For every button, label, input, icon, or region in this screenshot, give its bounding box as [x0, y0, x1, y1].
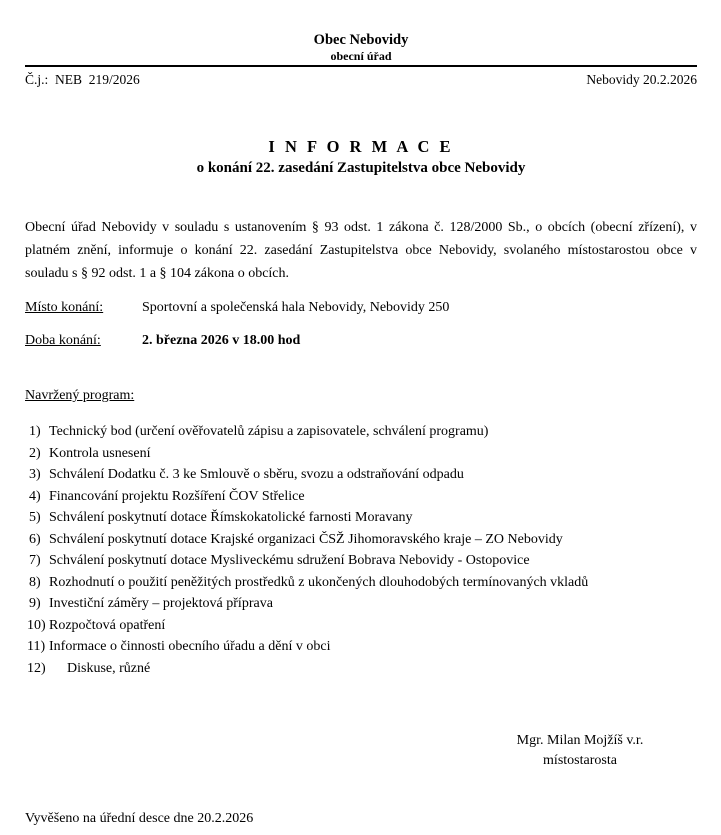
program-item-text: Schválení poskytnutí dotace Římskokatolické farnosti Moravany — [49, 510, 413, 525]
document-header — [25, 0, 697, 67]
program-item-number: 10) — [27, 617, 46, 633]
program-item — [25, 615, 697, 637]
program-item-text: Rozhodnutí o použití peněžitých prostředků z ukončených dlouhodobých termínovaných vkladů — [49, 574, 589, 590]
doc-title: I N F O R M A C E — [268, 137, 454, 156]
org-name: Obec Nebovidy — [313, 32, 409, 48]
program-item — [25, 529, 697, 551]
program-item-number: 7) — [29, 553, 41, 568]
time-label: Doba konání: — [25, 333, 101, 348]
program-item-number: 6) — [29, 531, 41, 547]
venue-label: Místo konání: — [25, 300, 104, 315]
program-item-number: 1) — [29, 424, 41, 439]
program-item-number: 8) — [29, 574, 41, 590]
intro-paragraph: Obecní úřad Nebovidy v souladu s ustanovením § 93 odst. 1 zákona č. 128/2000 Sb., o obcích (obecní zřízení), v platném znění, informuje o konání 22. zasedání Zastupitelstva obce Nebovidy, svolaného místostarostou obce v souladu s § 92 odst. 1 a § 104 zákona o obcích. — [25, 220, 697, 281]
doc-subtitle: o konání 22. zasedání Zastupitelstva obce Nebovidy — [196, 160, 526, 176]
venue-value: Sportovní a společenská hala Nebovidy, Nebovidy 250 — [142, 300, 450, 315]
program-item — [25, 572, 697, 594]
signature-role: místostarosta — [543, 753, 617, 768]
time-value: 2. března 2026 v 18.00 hod — [142, 333, 301, 348]
program-item-number: 11) — [27, 639, 46, 654]
reference-row — [25, 71, 697, 88]
program-item-text: Technický bod (určení ověřovatelů zápisu a zapisovatele, schválení programu) — [49, 424, 489, 439]
program-item-number: 2) — [29, 445, 41, 461]
ref-number: Č.j.: NEB 219/2026 — [25, 72, 140, 87]
program-item — [25, 550, 697, 572]
program-list — [25, 421, 697, 679]
time-row — [25, 331, 697, 351]
program-item-text: Schválení poskytnutí dotace Mysliveckému sdružení Bobrava Nebovidy - Ostopovice — [49, 553, 530, 568]
program-item — [25, 443, 697, 465]
program-item — [25, 658, 697, 680]
program-item-number: 12) — [27, 660, 46, 676]
program-heading: Navržený program: — [25, 388, 135, 403]
program-item-text: Investiční záměry – projektová příprava — [49, 596, 273, 611]
signature-block — [480, 731, 680, 771]
program-item-text: Schválení Dodatku č. 3 ke Smlouvě o sběru, svozu a odstraňování odpadu — [49, 467, 464, 482]
program-item — [25, 486, 697, 508]
program-item-text: Diskuse, různé — [67, 660, 151, 676]
venue-row — [25, 298, 697, 318]
program-item — [25, 421, 697, 443]
program-item-number: 3) — [29, 467, 41, 482]
title-block — [25, 136, 697, 180]
program-item-text: Financování projektu Rozšíření ČOV Střelice — [49, 488, 305, 504]
program-item — [25, 593, 697, 615]
program-item — [25, 507, 697, 529]
program-item — [25, 636, 697, 658]
program-item-text: Informace o činnosti obecního úřadu a dění v obci — [49, 639, 331, 654]
program-item — [25, 464, 697, 486]
place-date: Nebovidy 20.2.2026 — [586, 72, 697, 87]
program-item-text: Schválení poskytnutí dotace Krajské organizaci ČSŽ Jihomoravského kraje – ZO Nebovidy — [49, 531, 563, 547]
signature-name: Mgr. Milan Mojžíš v.r. — [516, 733, 644, 748]
program-item-number: 4) — [29, 488, 41, 504]
posted-note: Vyvěšeno na úřední desce dne 20.2.2026 — [25, 811, 254, 826]
program-item-text: Kontrola usnesení — [49, 445, 151, 461]
org-subtitle: obecní úřad — [330, 49, 392, 63]
program-item-number: 5) — [29, 510, 41, 525]
program-item-number: 9) — [29, 596, 41, 611]
program-item-text: Rozpočtová opatření — [49, 617, 166, 633]
